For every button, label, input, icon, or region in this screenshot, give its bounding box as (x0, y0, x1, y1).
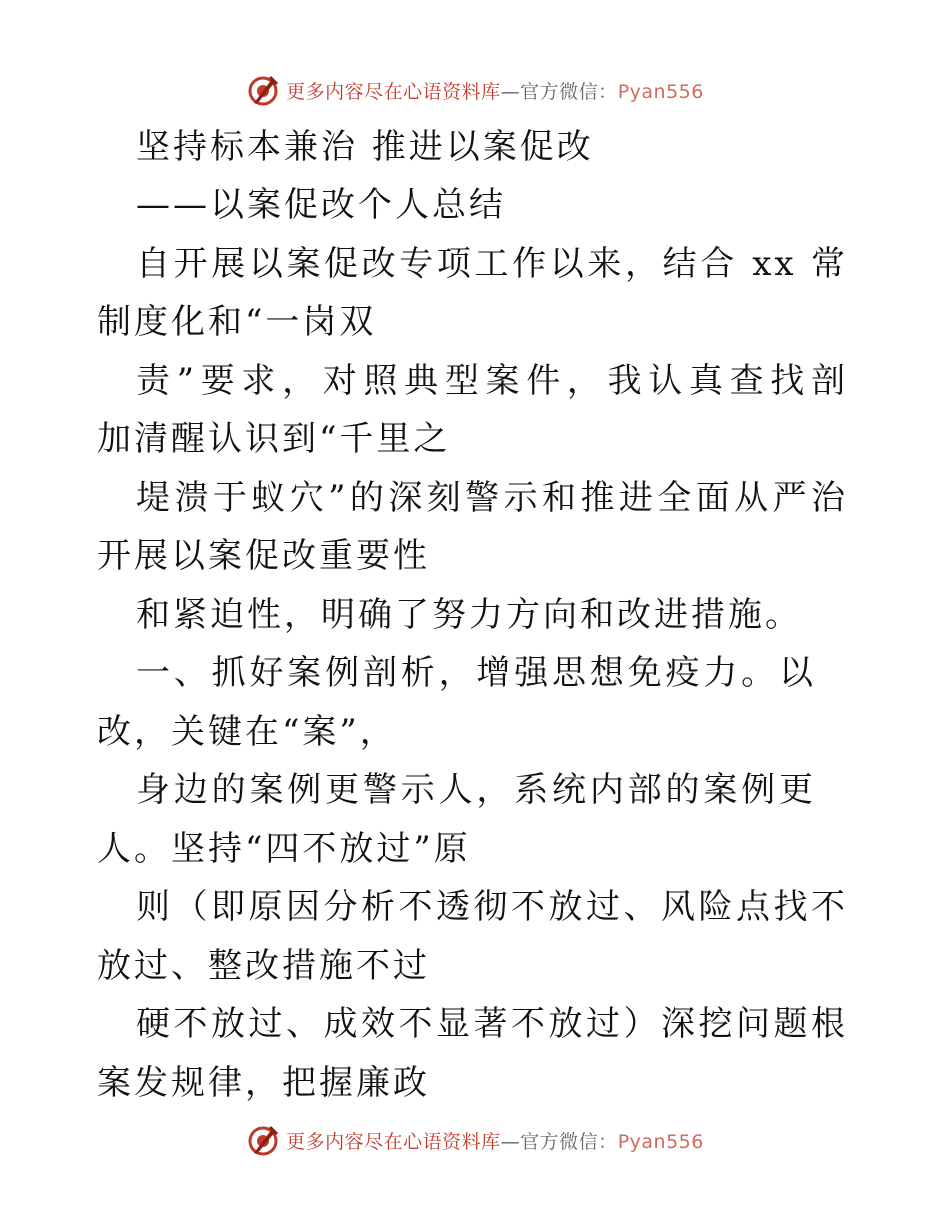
footer-banner (0, 1120, 950, 1160)
paragraph-line: 改，关键在“案”， (97, 712, 397, 752)
paragraph-line: 堤溃于蚁穴”的深刻警示和推进全面从严治 (136, 478, 848, 518)
banner-dash: — (500, 1130, 521, 1153)
paragraph-line: 硬不放过、成效不显著不放过）深挖问题根 (136, 1004, 848, 1044)
banner-wechat-id: Pyan556 (617, 1130, 704, 1153)
paragraph-line: 自开展以案促改专项工作以来，结合 xx 常 (136, 244, 848, 284)
paragraph-line: 案发规律，把握廉政 (97, 1063, 430, 1103)
banner-wechat-id: Pyan556 (617, 80, 704, 103)
paragraph-line: 责”要求，对照典型案件，我认真查找剖 (136, 361, 848, 401)
paragraph-line: 和紧迫性，明确了努力方向和改进措施。 (136, 595, 802, 635)
banner-dash: — (500, 80, 521, 103)
banner-wechat-label: 官方微信： (520, 80, 618, 103)
document-title: 坚持标本兼治 推进以案促改 (136, 127, 594, 167)
header-banner (0, 70, 950, 110)
banner-main-text: 更多内容尽在心语资料库 (286, 1130, 501, 1153)
paragraph-line: 则（即原因分析不透彻不放过、风险点找不 (136, 887, 848, 927)
banner-main-text: 更多内容尽在心语资料库 (286, 80, 501, 103)
paragraph-line: 制度化和“一岗双 (97, 302, 377, 342)
paragraph-line: 开展以案促改重要性 (97, 536, 430, 576)
paragraph-line: 身边的案例更警示人，系统内部的案例更 (136, 770, 816, 810)
paragraph-line: 人。坚持“四不放过”原 (97, 829, 471, 869)
paragraph-line: 放过、整改措施不过 (97, 946, 430, 986)
paragraph-line: 加清醒认识到“千里之 (97, 419, 451, 459)
banner-wechat-label: 官方微信： (520, 1130, 618, 1153)
banner-text (286, 1127, 704, 1154)
quill-seal-icon (246, 1123, 280, 1157)
quill-seal-icon (246, 73, 280, 107)
paragraph-line: 一、抓好案例剖析，增强思想免疫力。以 (136, 653, 816, 693)
document-subtitle: ——以案促改个人总结 (136, 185, 506, 225)
banner-text (286, 77, 704, 104)
